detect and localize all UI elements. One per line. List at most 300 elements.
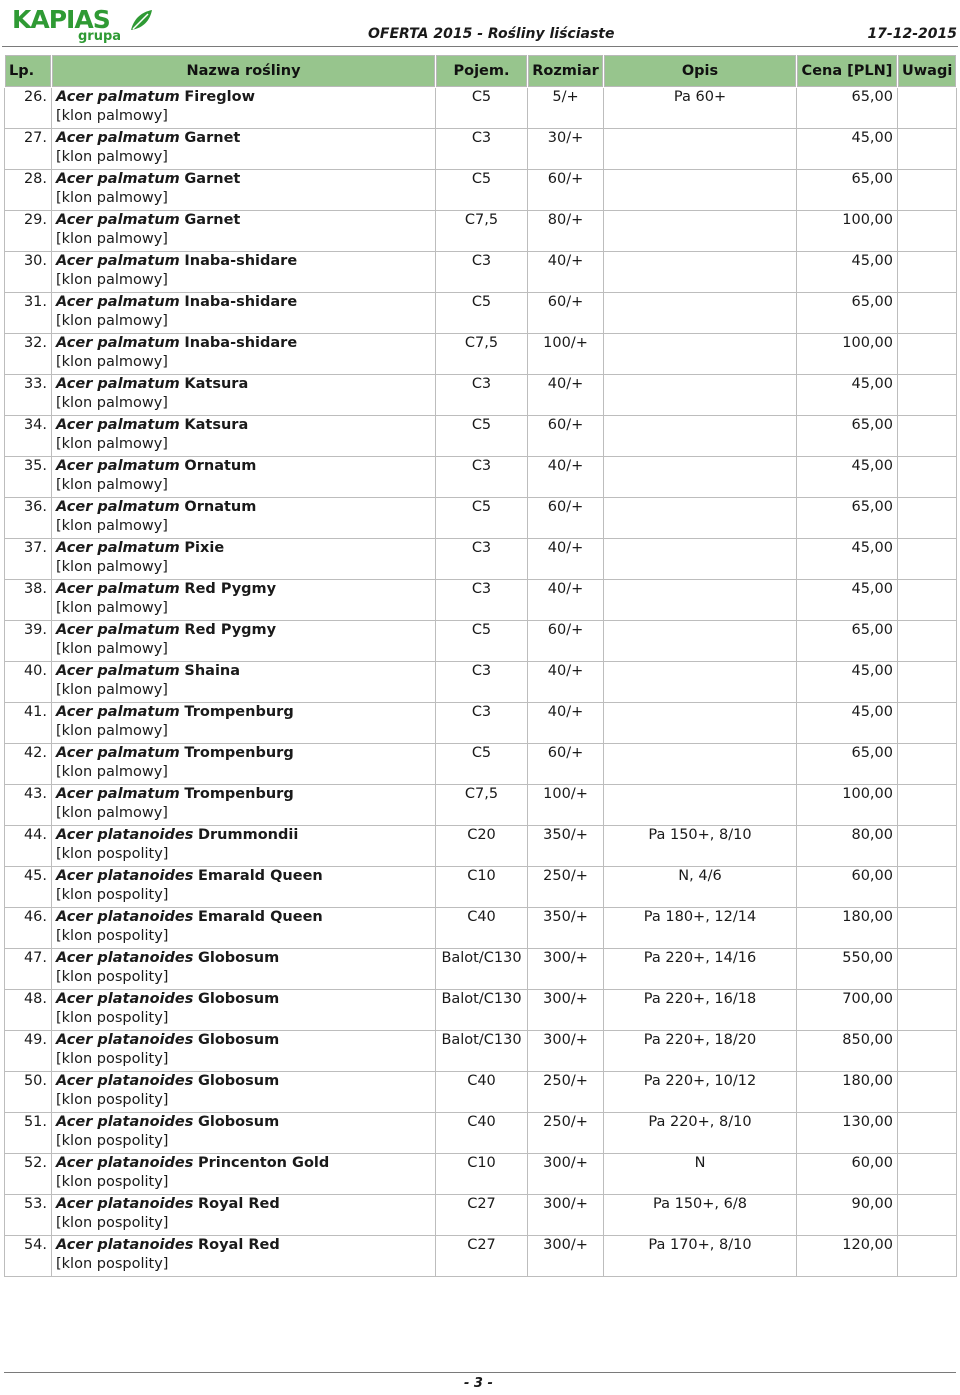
plant-description [604,293,797,334]
container-size: C3 [436,539,528,580]
plant-description [604,580,797,621]
plant-common-name: [klon palmowy] [56,682,168,698]
plant-notes [898,88,957,129]
container-size: C5 [436,170,528,211]
plant-notes [898,703,957,744]
document-date: 17-12-2015 [867,26,957,42]
plant-name [52,293,436,334]
plant-description [604,621,797,662]
plant-genus: Acer platanoides [56,1032,194,1048]
plant-name [52,826,436,867]
plant-common-name: [klon palmowy] [56,108,168,124]
plant-size: 40/+ [528,375,604,416]
plant-genus: Acer palmatum [56,130,180,146]
plant-price: 130,00 [797,1113,898,1154]
plant-size: 40/+ [528,457,604,498]
plant-price: 100,00 [797,211,898,252]
plant-notes [898,662,957,703]
plant-notes [898,211,957,252]
column-header-name: Nazwa rośliny [52,55,436,88]
plant-genus: Acer palmatum [56,663,180,679]
plant-name [52,88,436,129]
plant-common-name: [klon pospolity] [56,1051,169,1067]
plant-genus: Acer platanoides [56,909,194,925]
plant-name [52,1031,436,1072]
row-number: 51. [5,1113,52,1154]
container-size: C40 [436,1113,528,1154]
plant-description [604,662,797,703]
plant-name [52,211,436,252]
plant-genus: Acer platanoides [56,827,194,843]
plant-size: 350/+ [528,826,604,867]
plant-common-name: [klon pospolity] [56,969,169,985]
container-size: Balot/C130 [436,990,528,1031]
plant-size: 40/+ [528,662,604,703]
plant-cultivar: Inaba-shidare [184,253,298,269]
plant-genus: Acer palmatum [56,540,180,556]
plant-description: Pa 220+, 14/16 [604,949,797,990]
plant-size: 40/+ [528,703,604,744]
plant-description: Pa 60+ [604,88,797,129]
table-row [5,252,957,293]
plant-notes [898,826,957,867]
plant-genus: Acer platanoides [56,868,194,884]
container-size: C3 [436,252,528,293]
plant-description: Pa 220+, 16/18 [604,990,797,1031]
plant-description: N [604,1154,797,1195]
plant-cultivar: Emarald Queen [197,868,323,884]
plant-common-name: [klon palmowy] [56,518,168,534]
plant-description [604,211,797,252]
plant-description [604,457,797,498]
row-number: 26. [5,88,52,129]
plant-size: 300/+ [528,1031,604,1072]
plant-description: Pa 220+, 10/12 [604,1072,797,1113]
plant-notes [898,1236,957,1277]
container-size: C3 [436,129,528,170]
plant-cultivar: Garnet [184,171,241,187]
plant-cultivar: Inaba-shidare [184,335,298,351]
logo-subtext: grupa [78,29,122,44]
plant-price: 60,00 [797,1154,898,1195]
plant-cultivar: Globosum [197,1032,280,1048]
plant-genus: Acer platanoides [56,1196,194,1212]
plant-name [52,375,436,416]
plant-genus: Acer platanoides [56,1237,194,1253]
plant-common-name: [klon palmowy] [56,600,168,616]
plant-price: 65,00 [797,88,898,129]
row-number: 50. [5,1072,52,1113]
container-size: C5 [436,498,528,539]
plant-common-name: [klon palmowy] [56,231,168,247]
plant-name [52,1236,436,1277]
plant-description [604,416,797,457]
row-number: 48. [5,990,52,1031]
offer-table [4,54,957,1277]
table-row [5,88,957,129]
table-row [5,1195,957,1236]
table-row [5,1236,957,1277]
plant-price: 45,00 [797,539,898,580]
plant-price: 550,00 [797,949,898,990]
plant-description [604,785,797,826]
plant-genus: Acer palmatum [56,622,180,638]
plant-name [52,908,436,949]
plant-notes [898,457,957,498]
table-row [5,826,957,867]
plant-common-name: [klon palmowy] [56,723,168,739]
container-size: C7,5 [436,785,528,826]
plant-size: 300/+ [528,990,604,1031]
row-number: 53. [5,1195,52,1236]
plant-genus: Acer palmatum [56,704,180,720]
row-number: 38. [5,580,52,621]
plant-notes [898,334,957,375]
plant-common-name: [klon palmowy] [56,477,168,493]
container-size: C3 [436,375,528,416]
container-size: C10 [436,1154,528,1195]
plant-genus: Acer palmatum [56,253,180,269]
plant-notes [898,1072,957,1113]
plant-price: 65,00 [797,293,898,334]
plant-notes [898,1113,957,1154]
plant-price: 90,00 [797,1195,898,1236]
container-size: C40 [436,908,528,949]
row-number: 28. [5,170,52,211]
plant-price: 180,00 [797,1072,898,1113]
plant-common-name: [klon palmowy] [56,354,168,370]
plant-description: Pa 220+, 18/20 [604,1031,797,1072]
table-row [5,744,957,785]
plant-size: 60/+ [528,498,604,539]
table-row [5,211,957,252]
table-row [5,457,957,498]
plant-size: 300/+ [528,1195,604,1236]
plant-genus: Acer palmatum [56,581,180,597]
plant-size: 300/+ [528,1236,604,1277]
plant-description [604,539,797,580]
plant-common-name: [klon palmowy] [56,764,168,780]
plant-genus: Acer palmatum [56,417,180,433]
plant-common-name: [klon palmowy] [56,641,168,657]
plant-size: 40/+ [528,539,604,580]
table-row [5,949,957,990]
plant-common-name: [klon palmowy] [56,149,168,165]
plant-name [52,416,436,457]
plant-size: 300/+ [528,949,604,990]
plant-size: 350/+ [528,908,604,949]
table-row [5,170,957,211]
plant-price: 65,00 [797,498,898,539]
plant-size: 100/+ [528,785,604,826]
plant-genus: Acer palmatum [56,171,180,187]
row-number: 29. [5,211,52,252]
container-size: C3 [436,580,528,621]
plant-cultivar: Ornatum [184,458,257,474]
plant-notes [898,580,957,621]
plant-notes [898,949,957,990]
table-row [5,662,957,703]
row-number: 31. [5,293,52,334]
plant-notes [898,129,957,170]
plant-notes [898,293,957,334]
table-row [5,703,957,744]
row-number: 54. [5,1236,52,1277]
header-divider [2,46,958,47]
plant-name [52,1113,436,1154]
plant-size: 250/+ [528,1113,604,1154]
container-size: C10 [436,867,528,908]
plant-common-name: [klon palmowy] [56,559,168,575]
container-size: C3 [436,662,528,703]
plant-genus: Acer palmatum [56,458,180,474]
plant-cultivar: Globosum [197,991,280,1007]
plant-common-name: [klon pospolity] [56,1174,169,1190]
row-number: 52. [5,1154,52,1195]
plant-cultivar: Trompenburg [184,704,294,720]
plant-description [604,498,797,539]
plant-cultivar: Fireglow [184,89,255,105]
plant-notes [898,908,957,949]
plant-cultivar: Pixie [184,540,225,556]
plant-notes [898,744,957,785]
table-row [5,990,957,1031]
plant-name [52,744,436,785]
plant-name [52,498,436,539]
row-number: 42. [5,744,52,785]
plant-size: 60/+ [528,744,604,785]
plant-common-name: [klon pospolity] [56,846,169,862]
table-row [5,867,957,908]
plant-description [604,252,797,293]
plant-notes [898,621,957,662]
plant-cultivar: Garnet [184,130,241,146]
table-row [5,580,957,621]
row-number: 37. [5,539,52,580]
table-row [5,1154,957,1195]
footer-divider [4,1372,956,1373]
plant-price: 45,00 [797,662,898,703]
plant-genus: Acer platanoides [56,991,194,1007]
plant-description: Pa 150+, 8/10 [604,826,797,867]
plant-notes [898,539,957,580]
plant-description: Pa 220+, 8/10 [604,1113,797,1154]
table-header-row [5,55,957,88]
page-header [0,0,960,48]
plant-genus: Acer palmatum [56,89,180,105]
plant-size: 80/+ [528,211,604,252]
plant-price: 60,00 [797,867,898,908]
plant-price: 45,00 [797,375,898,416]
plant-price: 100,00 [797,334,898,375]
plant-price: 45,00 [797,457,898,498]
plant-notes [898,1154,957,1195]
document-title: OFERTA 2015 - Rośliny liściaste [368,26,615,42]
container-size: C5 [436,88,528,129]
plant-description [604,703,797,744]
row-number: 33. [5,375,52,416]
plant-size: 60/+ [528,416,604,457]
plant-size: 60/+ [528,293,604,334]
plant-genus: Acer palmatum [56,294,180,310]
plant-description [604,129,797,170]
column-header-price: Cena [PLN] [797,55,898,88]
plant-price: 65,00 [797,416,898,457]
table-row [5,785,957,826]
plant-cultivar: Garnet [184,212,241,228]
plant-common-name: [klon palmowy] [56,313,168,329]
plant-genus: Acer platanoides [56,1073,194,1089]
row-number: 44. [5,826,52,867]
plant-size: 60/+ [528,170,604,211]
plant-genus: Acer platanoides [56,1155,194,1171]
company-logo [12,6,152,44]
plant-description [604,334,797,375]
plant-genus: Acer palmatum [56,745,180,761]
plant-name [52,1195,436,1236]
column-header-notes: Uwagi [898,55,957,88]
plant-size: 30/+ [528,129,604,170]
plant-cultivar: Drummondii [197,827,299,843]
plant-notes [898,990,957,1031]
plant-genus: Acer palmatum [56,499,180,515]
plant-name [52,580,436,621]
row-number: 36. [5,498,52,539]
plant-size: 5/+ [528,88,604,129]
plant-name [52,785,436,826]
plant-common-name: [klon palmowy] [56,805,168,821]
row-number: 27. [5,129,52,170]
plant-cultivar: Trompenburg [184,745,294,761]
plant-price: 45,00 [797,129,898,170]
row-number: 32. [5,334,52,375]
plant-name [52,1072,436,1113]
plant-price: 100,00 [797,785,898,826]
plant-size: 100/+ [528,334,604,375]
plant-genus: Acer platanoides [56,950,194,966]
column-header-description: Opis [604,55,797,88]
plant-common-name: [klon pospolity] [56,1133,169,1149]
plant-notes [898,416,957,457]
table-row [5,908,957,949]
column-header-size: Rozmiar [528,55,604,88]
plant-size: 40/+ [528,252,604,293]
plant-price: 65,00 [797,170,898,211]
plant-cultivar: Red Pygmy [184,581,277,597]
plant-common-name: [klon palmowy] [56,190,168,206]
table-row [5,129,957,170]
row-number: 43. [5,785,52,826]
plant-name [52,457,436,498]
plant-name [52,252,436,293]
plant-common-name: [klon palmowy] [56,272,168,288]
plant-price: 80,00 [797,826,898,867]
plant-price: 45,00 [797,252,898,293]
table-row [5,375,957,416]
row-number: 45. [5,867,52,908]
plant-genus: Acer palmatum [56,335,180,351]
plant-cultivar: Emarald Queen [197,909,323,925]
plant-name [52,1154,436,1195]
plant-notes [898,1031,957,1072]
plant-price: 120,00 [797,1236,898,1277]
plant-notes [898,1195,957,1236]
plant-name [52,621,436,662]
table-row [5,539,957,580]
container-size: C5 [436,744,528,785]
table-row [5,293,957,334]
plant-cultivar: Trompenburg [184,786,294,802]
container-size: C20 [436,826,528,867]
plant-price: 700,00 [797,990,898,1031]
plant-common-name: [klon pospolity] [56,1256,169,1272]
table-row [5,1113,957,1154]
plant-common-name: [klon pospolity] [56,1092,169,1108]
page-number: - 3 - [464,1376,493,1391]
plant-common-name: [klon pospolity] [56,887,169,903]
plant-genus: Acer palmatum [56,376,180,392]
plant-size: 300/+ [528,1154,604,1195]
container-size: C5 [436,621,528,662]
plant-size: 60/+ [528,621,604,662]
plant-cultivar: Katsura [184,376,249,392]
plant-common-name: [klon palmowy] [56,436,168,452]
container-size: C7,5 [436,334,528,375]
plant-common-name: [klon pospolity] [56,1215,169,1231]
plant-cultivar: Red Pygmy [184,622,277,638]
plant-genus: Acer platanoides [56,1114,194,1130]
plant-description: Pa 150+, 6/8 [604,1195,797,1236]
row-number: 30. [5,252,52,293]
plant-cultivar: Royal Red [197,1196,280,1212]
plant-size: 250/+ [528,867,604,908]
table-body [5,88,957,1277]
table-row [5,416,957,457]
column-header-container: Pojem. [436,55,528,88]
plant-description [604,744,797,785]
plant-description: Pa 180+, 12/14 [604,908,797,949]
container-size: C27 [436,1195,528,1236]
plant-genus: Acer palmatum [56,786,180,802]
plant-cultivar: Katsura [184,417,249,433]
row-number: 49. [5,1031,52,1072]
plant-price: 65,00 [797,621,898,662]
plant-name [52,949,436,990]
plant-common-name: [klon pospolity] [56,928,169,944]
plant-genus: Acer palmatum [56,212,180,228]
plant-cultivar: Globosum [197,1073,280,1089]
plant-description [604,375,797,416]
plant-cultivar: Shaina [184,663,241,679]
container-size: C5 [436,416,528,457]
plant-name [52,129,436,170]
plant-size: 250/+ [528,1072,604,1113]
row-number: 41. [5,703,52,744]
container-size: C3 [436,457,528,498]
plant-price: 45,00 [797,703,898,744]
plant-cultivar: Royal Red [197,1237,280,1253]
row-number: 40. [5,662,52,703]
plant-price: 45,00 [797,580,898,621]
plant-name [52,662,436,703]
row-number: 35. [5,457,52,498]
table-row [5,334,957,375]
plant-common-name: [klon palmowy] [56,395,168,411]
plant-name [52,990,436,1031]
row-number: 46. [5,908,52,949]
row-number: 47. [5,949,52,990]
plant-common-name: [klon pospolity] [56,1010,169,1026]
